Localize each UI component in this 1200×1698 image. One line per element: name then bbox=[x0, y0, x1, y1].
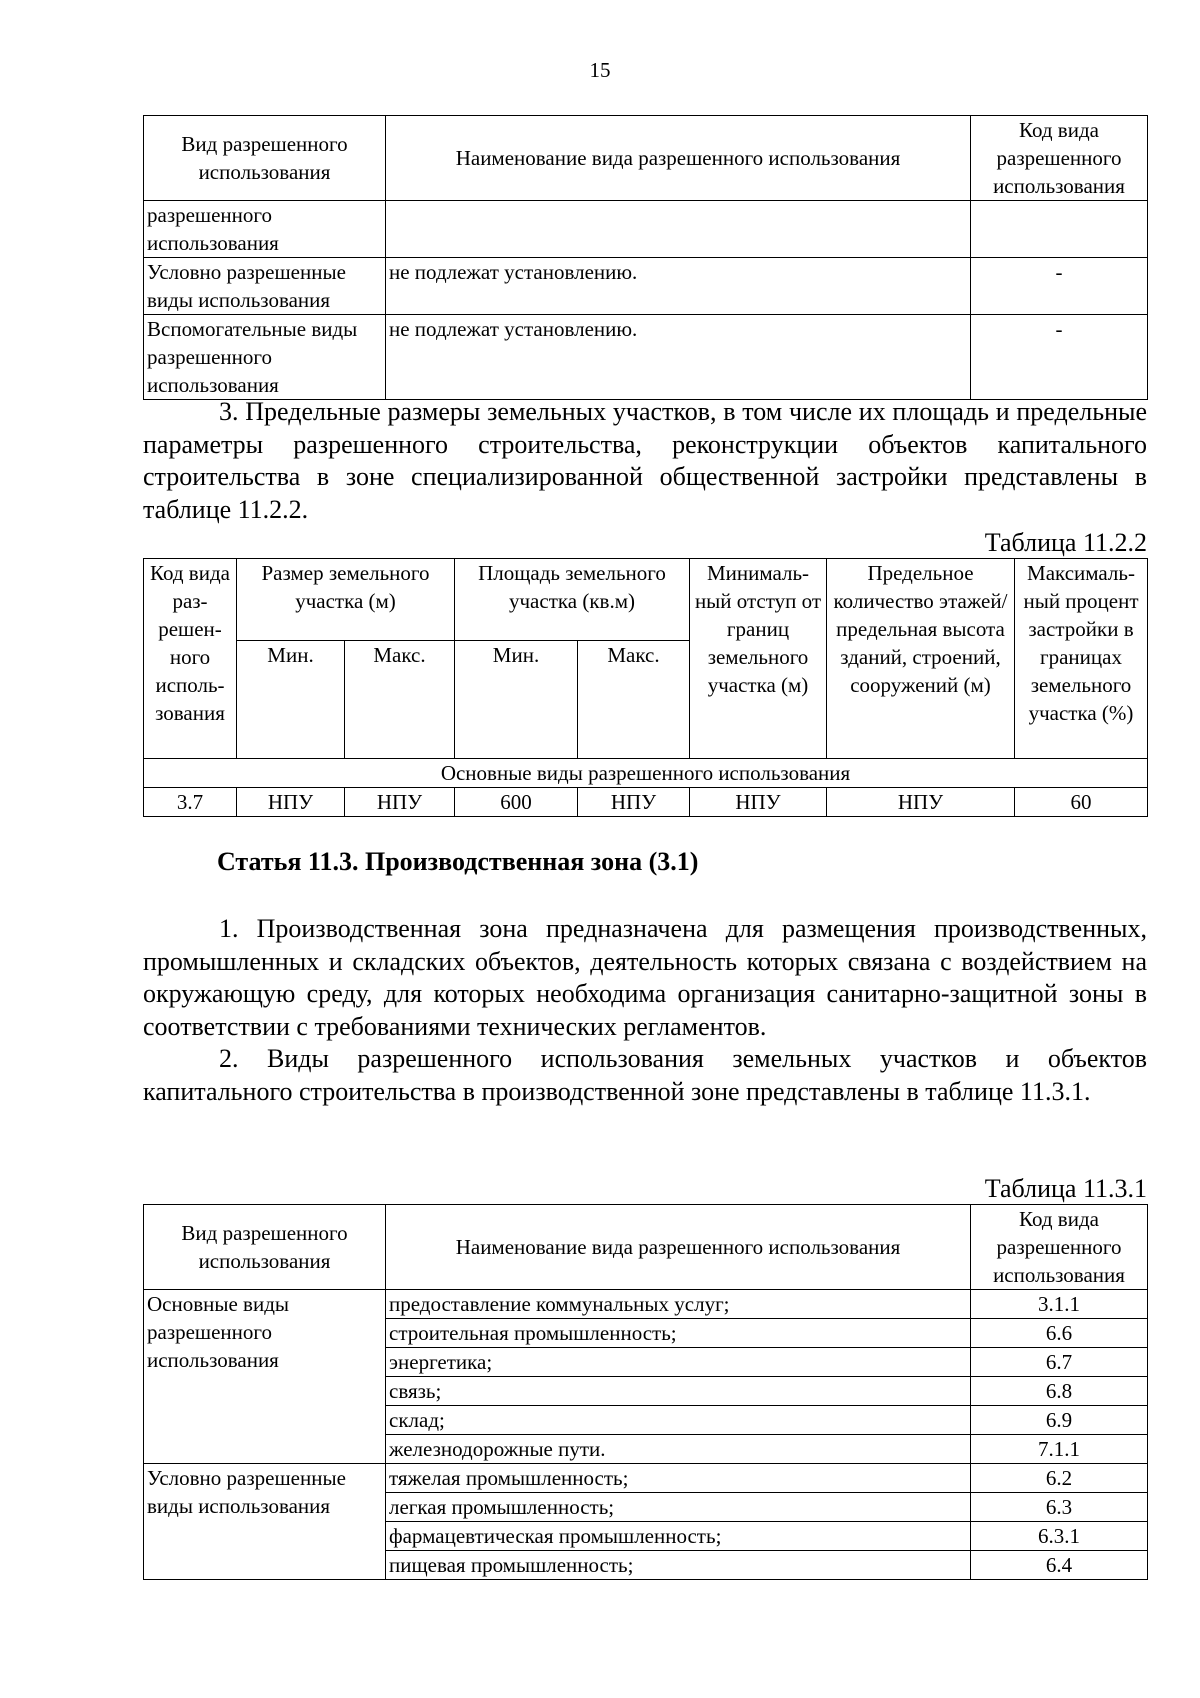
limits-table bbox=[143, 558, 1148, 817]
header-use-type: Вид разрешенного использования bbox=[144, 1205, 386, 1290]
cell-code: 3.7 bbox=[144, 788, 237, 817]
page-number: 15 bbox=[589, 58, 611, 82]
cell-size-max: НПУ bbox=[345, 788, 455, 817]
cell-use-name: связь; bbox=[386, 1377, 971, 1406]
cell-size-min: НПУ bbox=[237, 788, 345, 817]
cell-use-name: энергетика; bbox=[386, 1348, 971, 1377]
header-area-max: Макс. bbox=[578, 641, 690, 759]
table-row bbox=[144, 258, 1148, 315]
cell-use-name bbox=[386, 201, 971, 258]
cell-use-code: - bbox=[971, 315, 1148, 400]
cell-floors: НПУ bbox=[827, 788, 1015, 817]
header-size-max: Макс. bbox=[345, 641, 455, 759]
cell-use-code: 3.1.1 bbox=[971, 1290, 1148, 1319]
header-floors: Предельное количество этажей/ предельная высота зданий, строений, сооружений (м) bbox=[827, 559, 1015, 759]
header-setback: Минималь- ный отступ от границ земельного участка (м) bbox=[690, 559, 827, 759]
production-zone-uses-table bbox=[143, 1204, 1148, 1580]
cell-coverage: 60 bbox=[1015, 788, 1148, 817]
cell-use-code: 6.6 bbox=[971, 1319, 1148, 1348]
cell-use-name: склад; bbox=[386, 1406, 971, 1435]
cell-use-code: 6.4 bbox=[971, 1551, 1148, 1580]
cell-area-max: НПУ bbox=[578, 788, 690, 817]
zone-uses-table-continued bbox=[143, 115, 1148, 400]
table-row bbox=[144, 1464, 1148, 1493]
cell-use-code: 6.3 bbox=[971, 1493, 1148, 1522]
cell-use-name: не подлежат установлению. bbox=[386, 315, 971, 400]
cell-use-code: 6.9 bbox=[971, 1406, 1148, 1435]
article-heading: Статья 11.3. Производственная зона (3.1) bbox=[217, 847, 699, 876]
paragraphs-block bbox=[143, 913, 1147, 1108]
table-row bbox=[144, 788, 1148, 817]
cell-use-code: 6.7 bbox=[971, 1348, 1148, 1377]
cell-use-name: железнодорожные пути. bbox=[386, 1435, 971, 1464]
cell-setback: НПУ bbox=[690, 788, 827, 817]
header-size-min: Мин. bbox=[237, 641, 345, 759]
cell-use-name: легкая промышленность; bbox=[386, 1493, 971, 1522]
table-11-2-2-caption: Таблица 11.2.2 bbox=[984, 528, 1147, 557]
paragraph-1: 1. Производственная зона предназначена для размещения производственных, промышленных и складских объектов, деятельность которых связана с воздействием на окружающую среду, для которых необходима организация санитарно-защитной зоны в соответствии с требованиями технических регламентов. bbox=[143, 914, 1147, 1041]
table-row bbox=[144, 1290, 1148, 1319]
cell-area-min: 600 bbox=[455, 788, 578, 817]
cell-use-code: 6.3.1 bbox=[971, 1522, 1148, 1551]
cell-use-name: фармацевтическая промышленность; bbox=[386, 1522, 971, 1551]
cell-use-name: пищевая промышленность; bbox=[386, 1551, 971, 1580]
header-plot-size: Размер земельного участка (м) bbox=[237, 559, 455, 641]
table-row bbox=[144, 201, 1148, 258]
cell-use-code: 6.2 bbox=[971, 1464, 1148, 1493]
cell-use-name: не подлежат установлению. bbox=[386, 258, 971, 315]
paragraph-2: 2. Виды разрешенного использования земельных участков и объектов капитального строительства в производственной зоне представлены в таблице 11.3.1. bbox=[143, 1044, 1147, 1106]
header-use-name: Наименование вида разрешенного использования bbox=[386, 1205, 971, 1290]
cell-use-name: тяжелая промышленность; bbox=[386, 1464, 971, 1493]
paragraph-3: 3. Предельные размеры земельных участков, в том числе их площадь и предельные параметры разрешенного строительства, реконструкции объектов капитального строительства в зоне специализированной общественной застройки представлены в таблице 11.2.2. bbox=[143, 397, 1147, 524]
cell-use-name: строительная промышленность; bbox=[386, 1319, 971, 1348]
cell-use-type: разрешенного использования bbox=[144, 201, 386, 258]
cell-use-type: Вспомогательные виды разрешенного использования bbox=[144, 315, 386, 400]
table-11-3-1-caption: Таблица 11.3.1 bbox=[984, 1174, 1147, 1203]
group-conditional-uses: Условно разрешенные виды использования bbox=[144, 1464, 386, 1580]
header-use-code: Код вида разрешенного использования bbox=[971, 1205, 1148, 1290]
cell-use-code: 6.8 bbox=[971, 1377, 1148, 1406]
header-use-type: Вид разрешенного использования bbox=[144, 116, 386, 201]
header-area-min: Мин. bbox=[455, 641, 578, 759]
cell-use-code: - bbox=[971, 258, 1148, 315]
cell-use-code bbox=[971, 201, 1148, 258]
group-main-uses: Основные виды разрешенного использования bbox=[144, 1290, 386, 1464]
cell-use-name: предоставление коммунальных услуг; bbox=[386, 1290, 971, 1319]
header-coverage: Максималь- ный процент застройки в границах земельного участка (%) bbox=[1015, 559, 1148, 759]
header-code: Код вида раз- решен- ного исполь- зования bbox=[144, 559, 237, 759]
cell-use-code: 7.1.1 bbox=[971, 1435, 1148, 1464]
header-use-name: Наименование вида разрешенного использования bbox=[386, 116, 971, 201]
header-use-code: Код вида разрешенного использования bbox=[971, 116, 1148, 201]
table-row bbox=[144, 315, 1148, 400]
section-main-uses: Основные виды разрешенного использования bbox=[144, 759, 1148, 788]
paragraph-3-block bbox=[143, 396, 1147, 526]
header-plot-area: Площадь земельного участка (кв.м) bbox=[455, 559, 690, 641]
cell-use-type: Условно разрешенные виды использования bbox=[144, 258, 386, 315]
